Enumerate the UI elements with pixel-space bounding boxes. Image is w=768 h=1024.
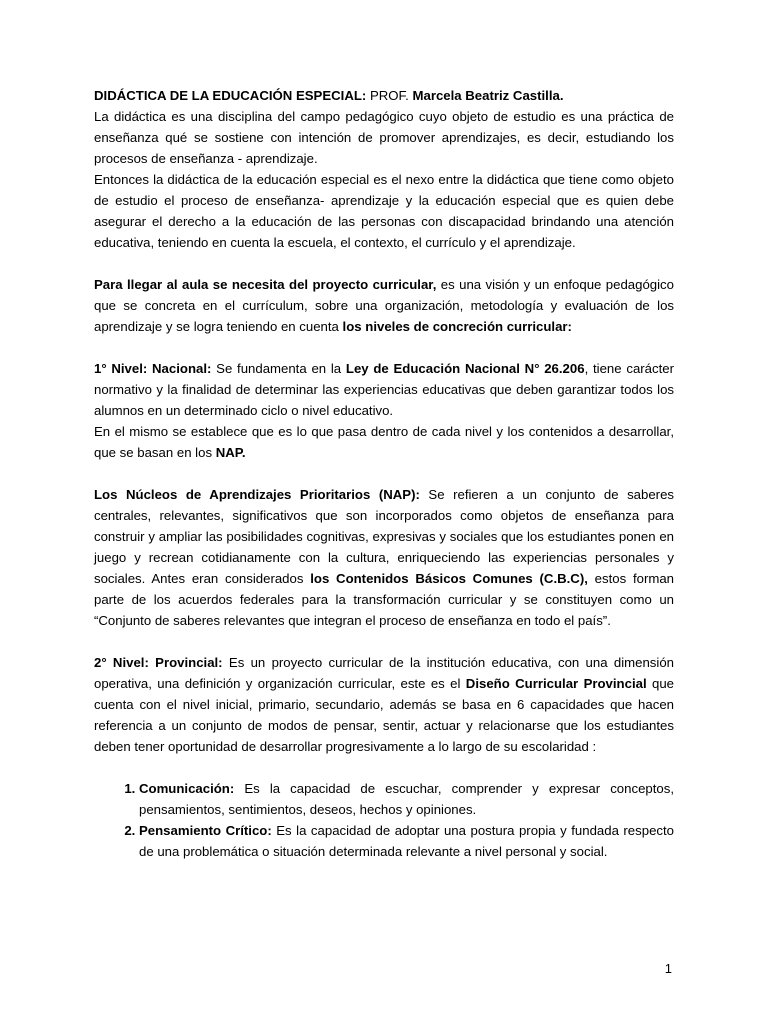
nivel-provincial-text-1: Es un proyecto curricular de la institución educativa, con una dimensión operativa, una definición y organización curricular, este es el [94,655,674,691]
nap-text-1: Se refieren a un conjunto de saberes centrales, relevantes, significativos que son incorporados como objetos de enseñanza para construir y ampliar las posibilidades cognitivas, expresivas y sociales que los estudiantes ponen en juego y recrean cotidianamente con la cultura, enriqueciendo las experiencias personales y sociales. Antes eran considerados [94,487,674,586]
nivel-nacional-paragraph [94,358,674,421]
nap-text-2: estos forman parte de los acuerdos federales para la transformación curricular y se constituyen como un “Conjunto de saberes relevantes que integran el proceso de enseñanza en todo el país”. [94,571,674,628]
proyecto-curricular-paragraph [94,274,674,337]
proyecto-text: es una visión y un enfoque pedagógico que se concreta en el currículum, sobre una organización, metodología y evaluación de los aprendizaje y se logra teniendo en cuenta [94,277,674,334]
nap-label: Los Núcleos de Aprendizajes Prioritarios (NAP): [94,487,420,502]
document-header [94,85,674,106]
capacidad-label: Comunicación: [139,781,235,796]
nap-paragraph [94,484,674,631]
capacidades-list [94,778,674,862]
capacidad-text: Es la capacidad de escuchar, comprender y expresar conceptos, pensamientos, sentimientos, deseos, hechos y opiniones. [139,781,674,817]
cbc-bold: los Contenidos Básicos Comunes (C.B.C), [310,571,588,586]
nivel-provincial-paragraph [94,652,674,757]
capacidad-text: Es la capacidad de adoptar una postura propia y fundada respecto de una problemática o situación determinada relevante a nivel personal y social. [139,823,674,859]
nap-bold: NAP. [215,445,246,460]
nivel-nacional-text-1: Se fundamenta en la [211,361,346,376]
prof-name: Marcela Beatriz Castilla. [412,88,564,103]
list-item [139,778,674,820]
intro-paragraph-2: Entonces la didáctica de la educación especial es el nexo entre la didáctica que tiene como objeto de estudio el proceso de enseñanza- aprendizaje y la educación especial que es quien debe asegurar el derecho a la educación de las personas con discapacidad brindando una atención educativa, teniendo en cuenta la escuela, el contexto, el currículo y el aprendizaje. [94,172,674,250]
prof-prefix: PROF. [369,88,409,103]
niveles-concrecion-bold: los niveles de concreción curricular: [342,319,572,334]
nivel-provincial-label: 2° Nivel: Provincial: [94,655,223,670]
proyecto-bold-lead: Para llegar al aula se necesita del proyecto curricular, [94,277,437,292]
capacidad-label: Pensamiento Crítico: [139,823,272,838]
nivel-provincial-text-2: que cuenta con el nivel inicial, primario, secundario, además se basa en 6 capacidades que hacen referencia a un conjunto de modos de pensar, sentir, actuar y relacionarse que los estudiantes deben tener oportunidad de desarrollar progresivamente a lo largo de su escolaridad : [94,676,675,754]
nivel-nacional-p2-text: En el mismo se establece que es lo que pasa dentro de cada nivel y los contenidos a desarrollar, que se basan en los [94,424,674,460]
page-number: 1 [664,961,672,976]
intro-paragraph-1: La didáctica es una disciplina del campo pedagógico cuyo objeto de estudio es una práctica de enseñanza qué se sostiene con intención de promover aprendizajes, es decir, estudiando los procesos de enseñanza - aprendizaje. [94,109,674,166]
diseno-curricular-bold: Diseño Curricular Provincial [465,676,647,691]
ley-educacion-bold: Ley de Educación Nacional N° 26.206 [345,361,585,376]
nivel-nacional-label: 1° Nivel: Nacional: [94,361,212,376]
nivel-nacional-text-2: , tiene carácter normativo y la finalidad de determinar las experiencias educativas que deben garantizar todos los alumnos en un determinado ciclo o nivel educativo. [94,361,674,418]
document-title: DIDÁCTICA DE LA EDUCACIÓN ESPECIAL: [94,88,367,103]
nivel-nacional-paragraph-2 [94,421,674,463]
list-item [139,820,674,862]
